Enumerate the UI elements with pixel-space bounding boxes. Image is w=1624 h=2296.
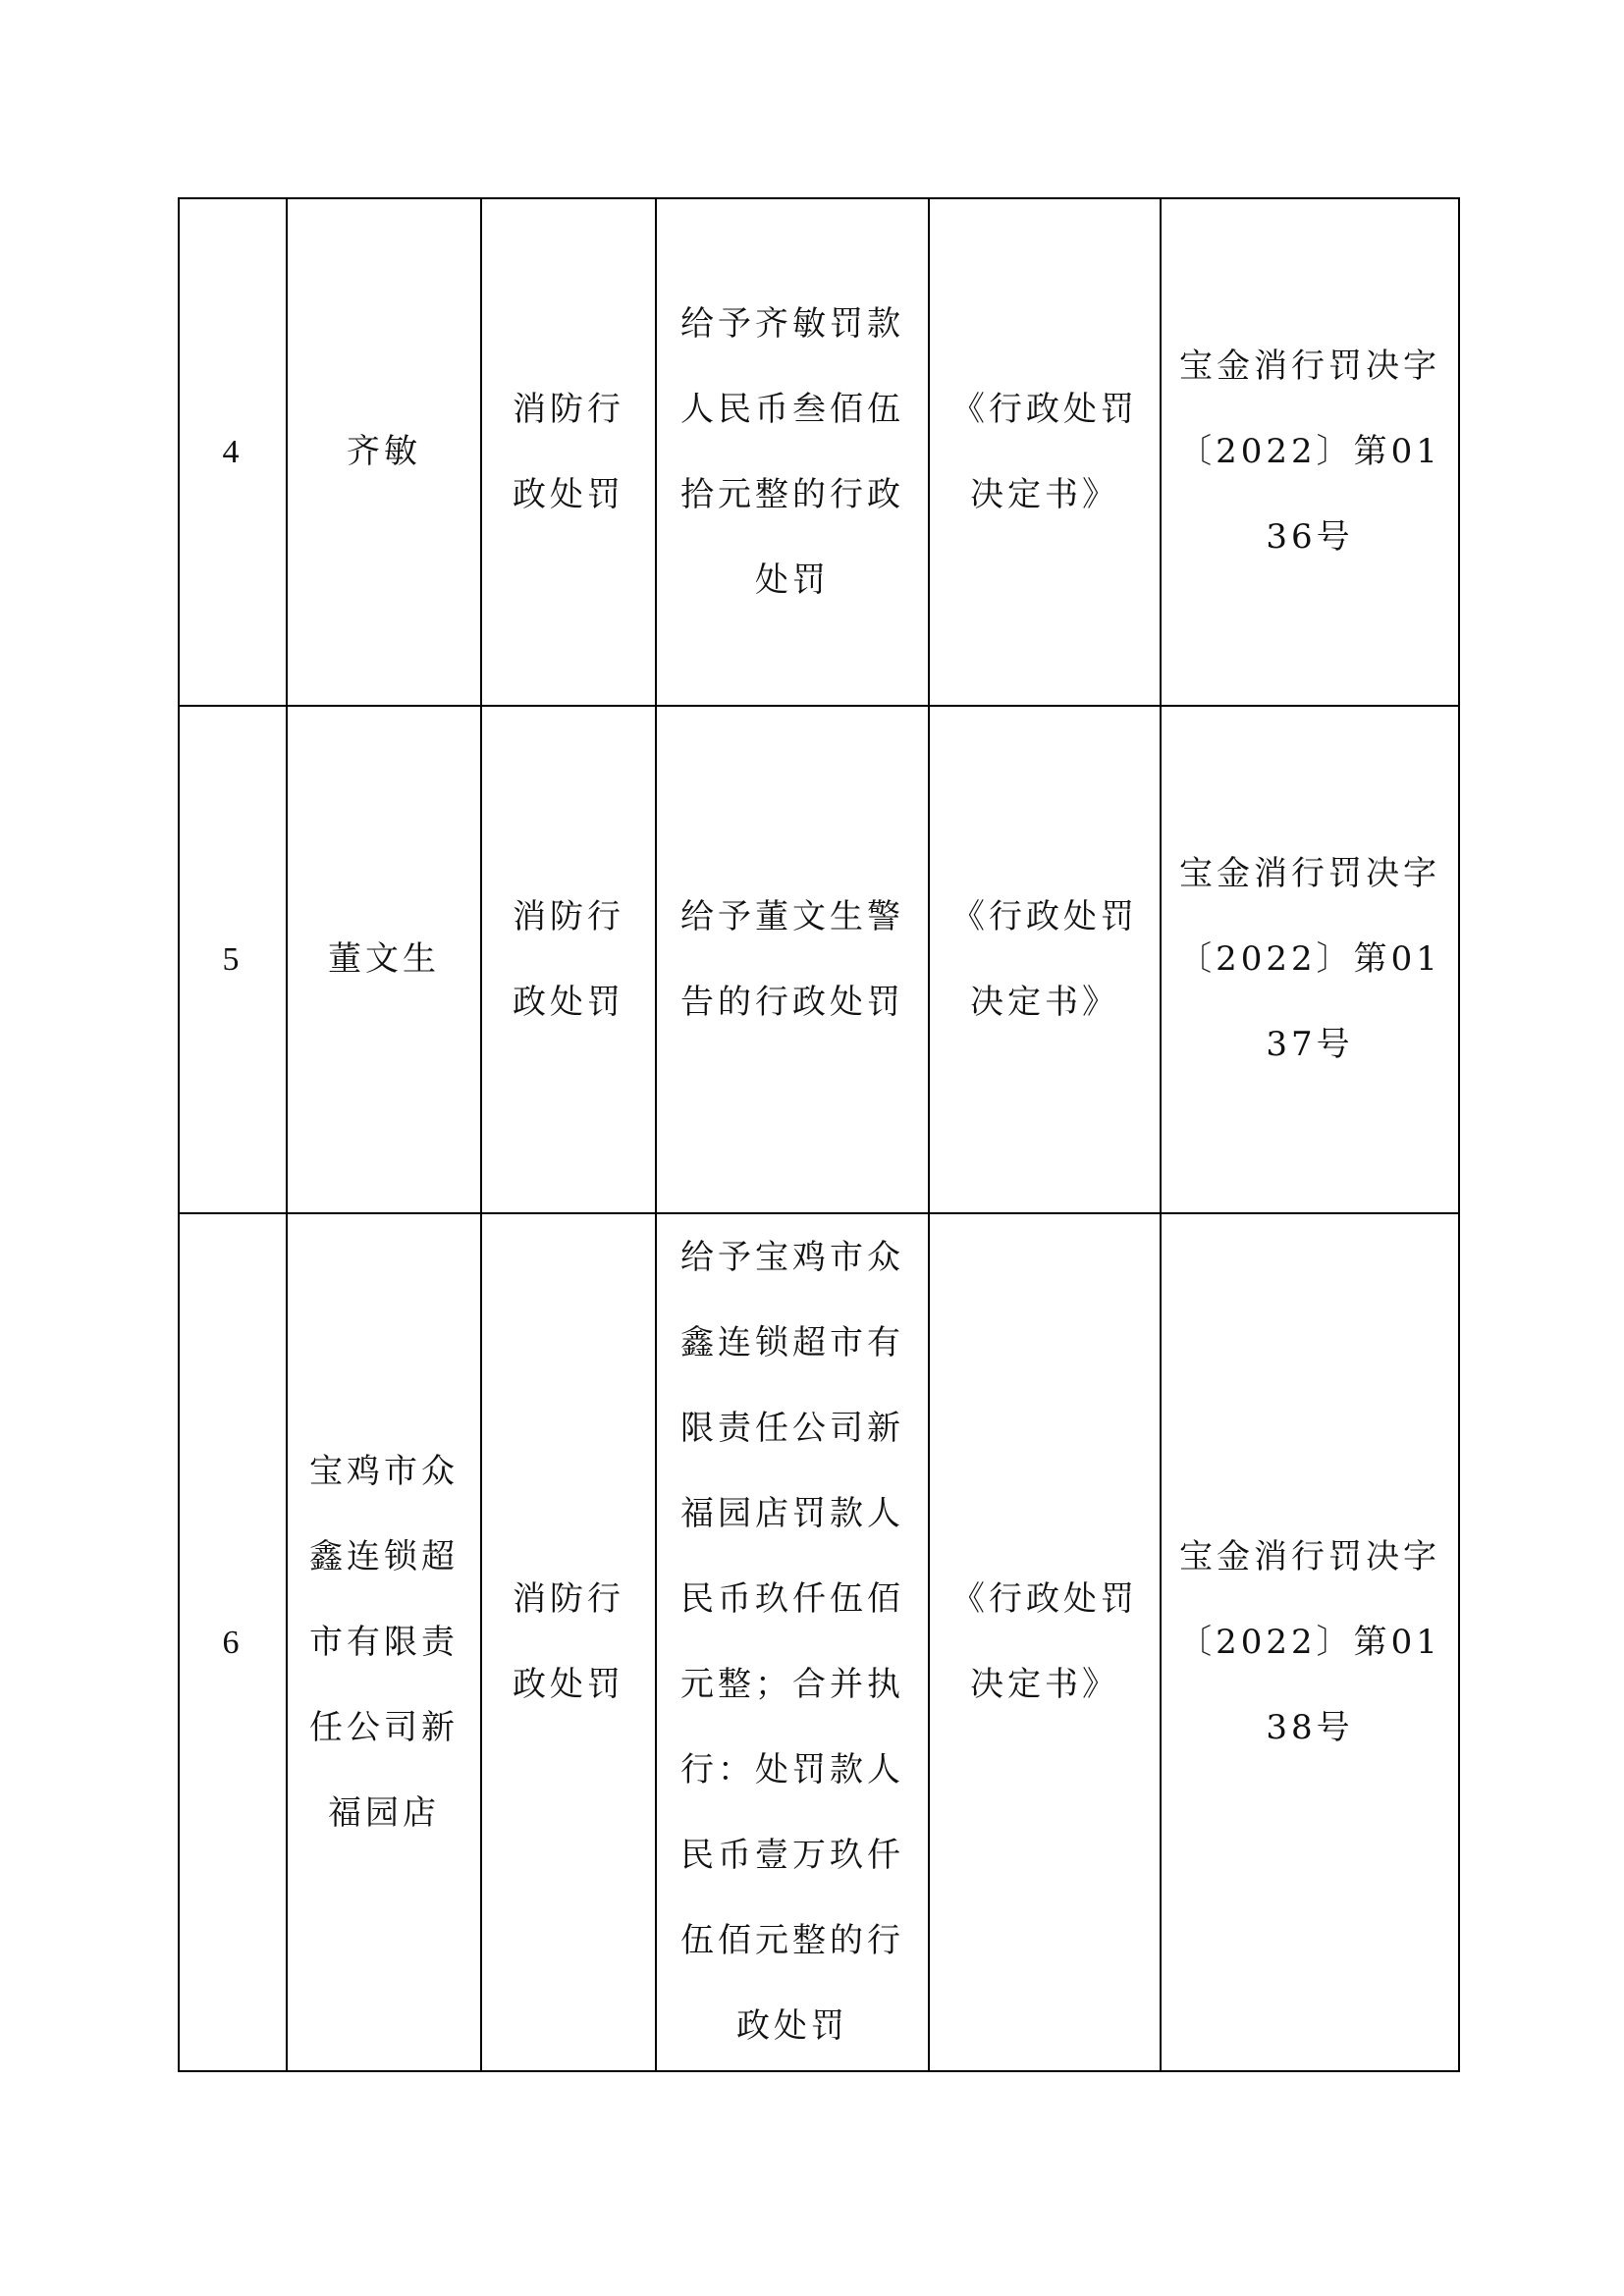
doc-no-text: 宝金消行罚决字〔2022〕第0137号 [1178,854,1441,1064]
seq-text: 5 [222,941,244,978]
content-cell [656,706,929,1213]
basis-text: 《行政处罚决定书》 [951,389,1138,514]
table-row [179,1213,1459,2071]
content-text: 给予宝鸡市众鑫连锁超市有限责任公司新福园店罚款人民币玖仟伍佰元整；合并执行：处罚款人民币壹万玖仟伍佰元整的行政处罚 [680,1238,904,2046]
seq-cell [179,706,287,1213]
basis-cell [929,706,1161,1213]
basis-text: 《行政处罚决定书》 [951,896,1138,1022]
seq-cell [179,1213,287,2071]
doc-no-cell [1161,198,1459,706]
doc-no-text: 宝金消行罚决字〔2022〕第0136号 [1178,347,1441,557]
seq-text: 4 [222,434,244,470]
doc-no-text: 宝金消行罚决字〔2022〕第0138号 [1178,1536,1441,1747]
party-cell [287,706,481,1213]
doc-no-cell [1161,706,1459,1213]
content-text: 给予董文生警告的行政处罚 [680,896,904,1022]
type-text: 消防行政处罚 [513,389,624,514]
seq-cell [179,198,287,706]
content-cell [656,1213,929,2071]
party-text: 宝鸡市众鑫连锁超市有限责任公司新福园店 [309,1451,459,1833]
type-cell [481,198,656,706]
basis-cell [929,198,1161,706]
type-text: 消防行政处罚 [513,1579,624,1704]
party-cell [287,1213,481,2071]
table-row [179,198,1459,706]
seq-text: 6 [222,1624,244,1661]
table-row [179,706,1459,1213]
content-cell [656,198,929,706]
party-cell [287,198,481,706]
party-text: 董文生 [328,939,440,979]
doc-no-cell [1161,1213,1459,2071]
type-cell [481,1213,656,2071]
basis-cell [929,1213,1161,2071]
type-text: 消防行政处罚 [513,896,624,1022]
basis-text: 《行政处罚决定书》 [951,1579,1138,1704]
content-text: 给予齐敏罚款人民币叁佰伍拾元整的行政处罚 [680,303,904,600]
type-cell [481,706,656,1213]
party-text: 齐敏 [347,432,421,471]
penalty-table [178,197,1460,2072]
